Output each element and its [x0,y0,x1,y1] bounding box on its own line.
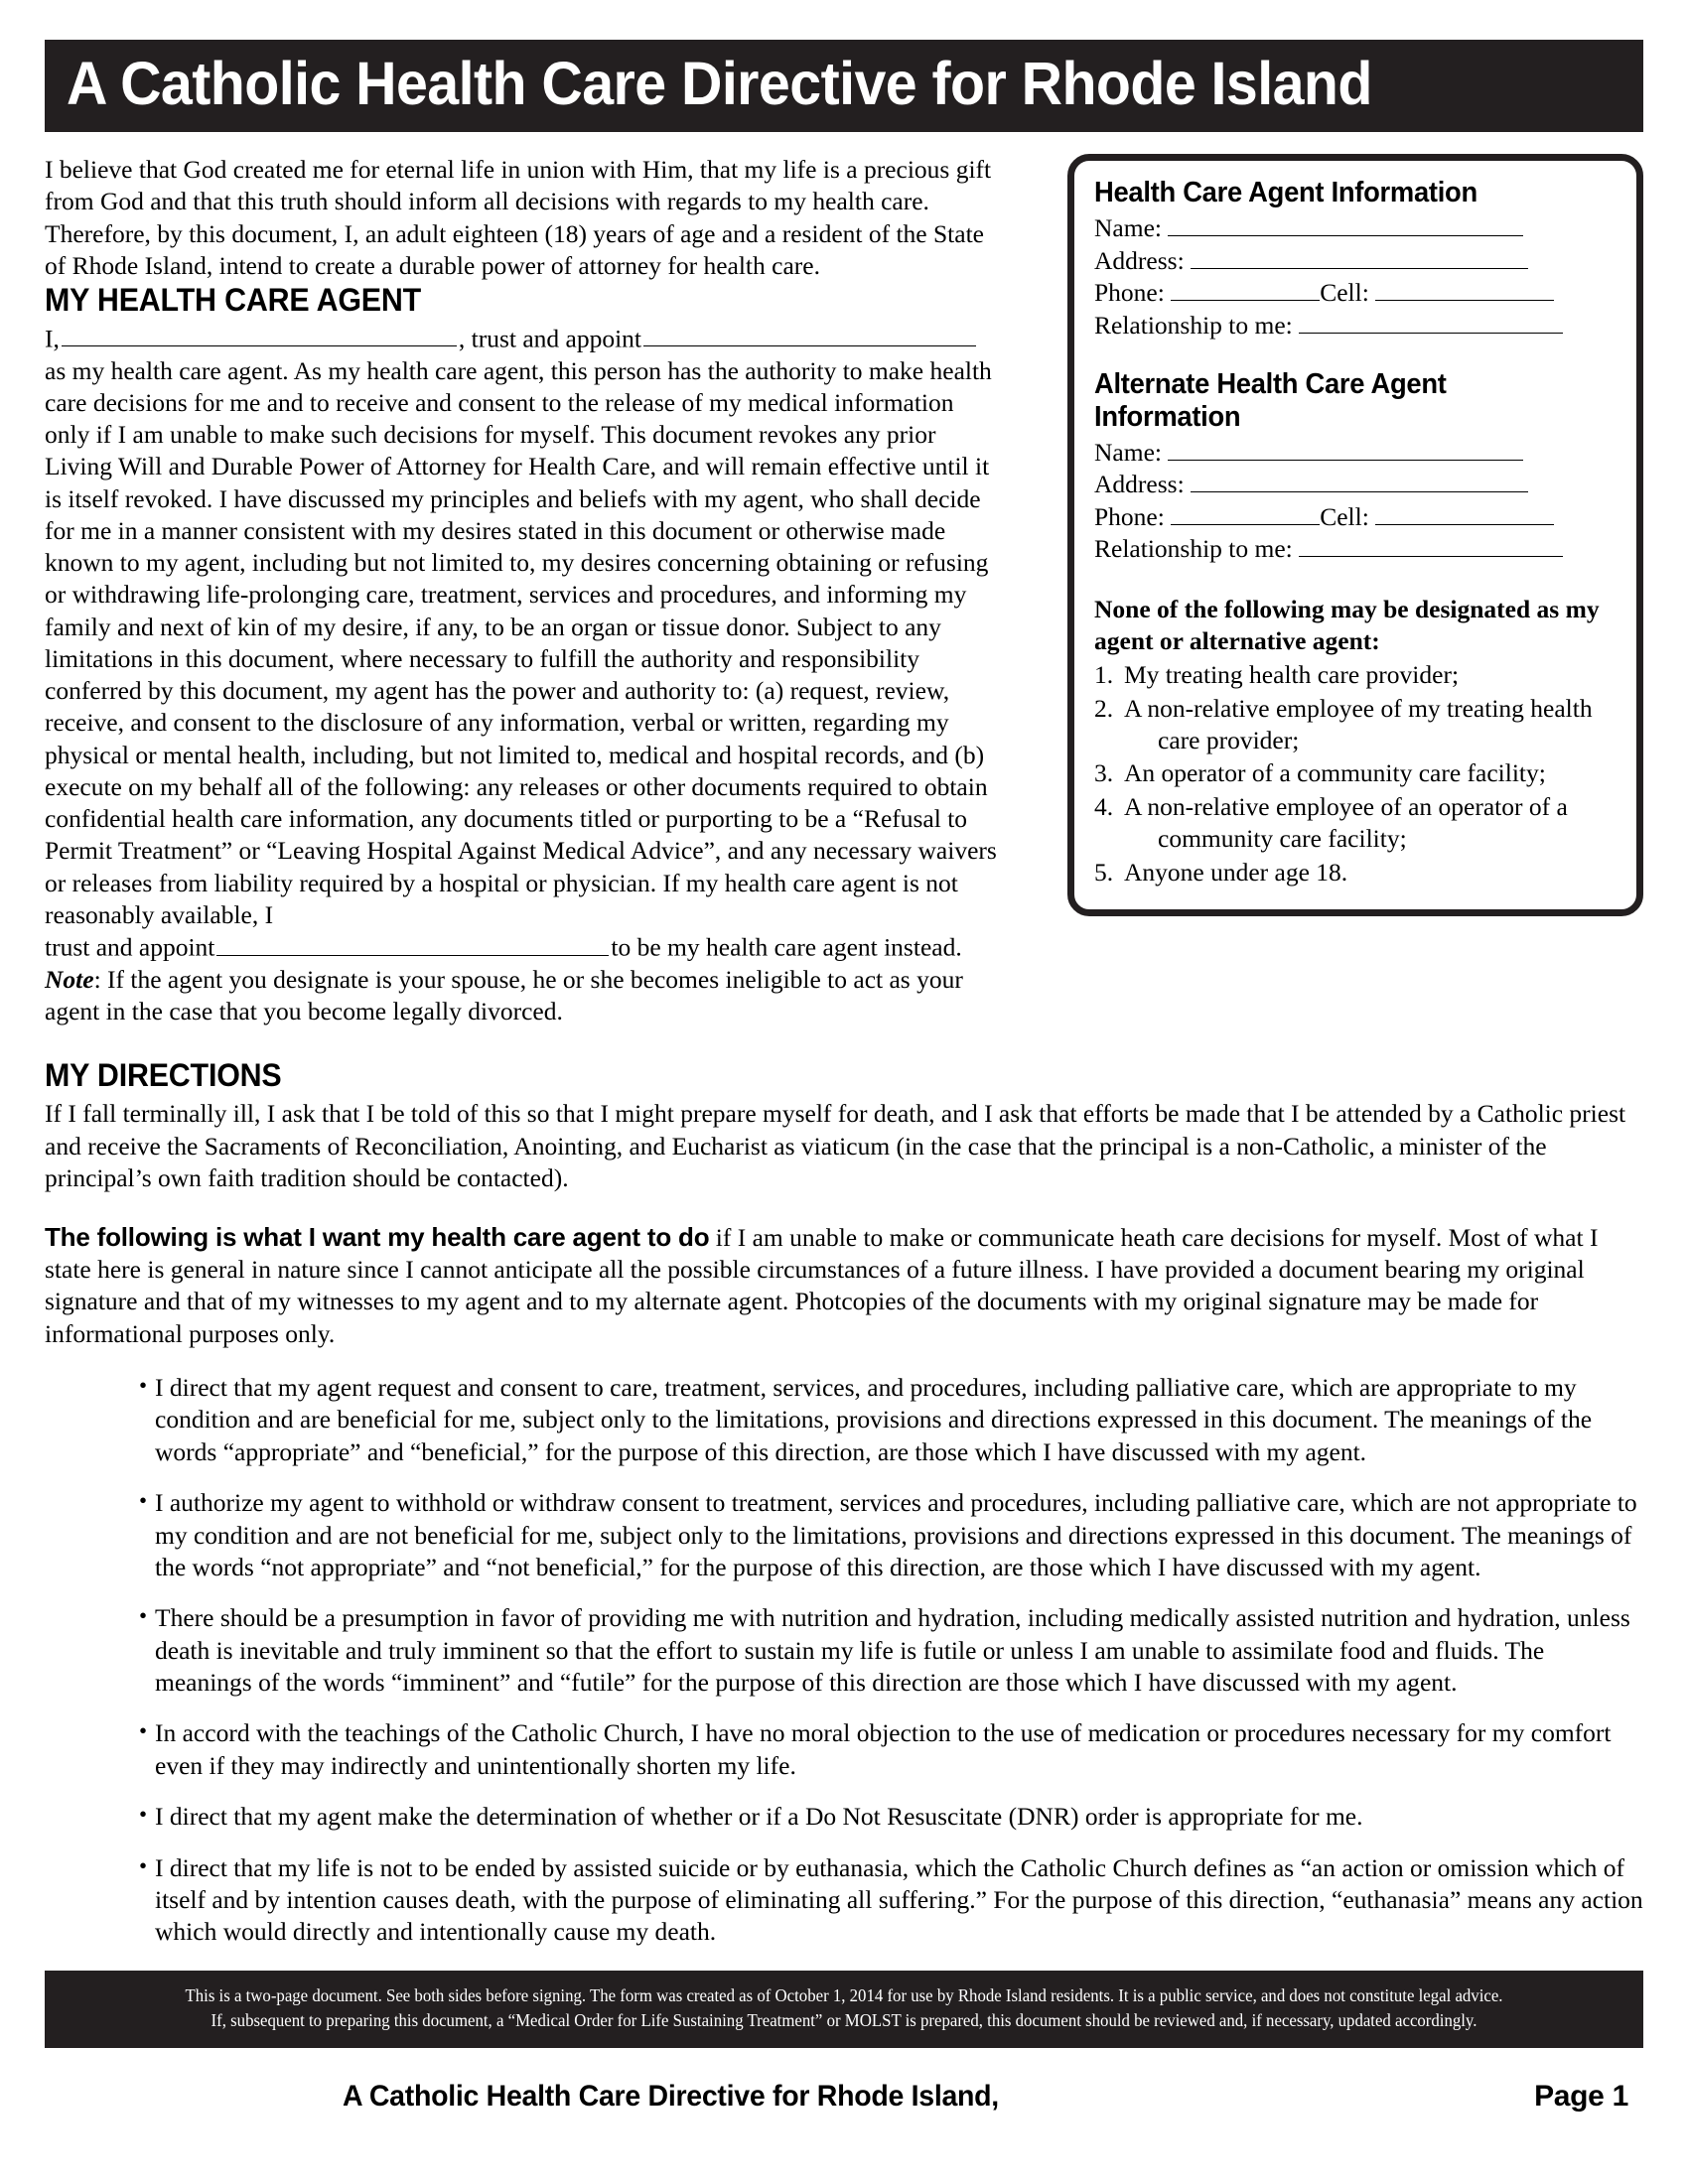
address-label: Address: [1094,245,1185,275]
alternate-appointment-line [45,931,998,964]
list-item-text: Anyone under age 18. [1124,857,1348,887]
primary-relationship-field-row [1094,310,1617,342]
agent-name-blank[interactable] [62,323,457,346]
alt-cell-label: Cell: [1320,501,1369,531]
excluded-agents-heading: None of the following may be designated as my agent or alternative agent: [1094,595,1600,656]
primary-address-input[interactable] [1191,245,1528,269]
list-item-line2: care provider; [1158,726,1300,754]
alt-relationship-label: Relationship to me: [1094,534,1293,564]
directions-lead-continuation: if I am unable to make or communicate heath care decisions for myself. Most of what I state here is general in nature since I cannot anticipate all the possible circumstances of a future illness. I have provided a document bearing my original signature and that of my witnesses to my agent and to my alternate agent. Photcopies of the documents with my original signature may be made for informational purposes only. [45,1222,1599,1348]
page-sheet [45,40,1643,2048]
agent-information-box [1067,154,1643,916]
list-item: • In accord with the teachings of the Catholic Church, I have no moral objection to the use of medication or procedures necessary for my comfort even if they may indirectly and unintentionally shorten my life. [139,1717,1643,1782]
page-footer [45,2080,1643,2114]
footer-title: A Catholic Health Care Directive for Rhode Island, [343,2080,999,2113]
directions-bold-lead: The following is what I want my health care agent to do [45,1221,710,1252]
list-item-line2: community care facility; [1158,824,1407,854]
agent-appointment-line [45,323,998,355]
directions-bullet-list [45,1372,1643,1949]
primary-cell-input[interactable] [1375,277,1554,301]
disclaimer-banner [45,1971,1643,2048]
alternate-name-input[interactable] [1168,437,1523,461]
my-directions-section [45,1057,1643,1948]
alt-prefix: trust and appoint [45,932,215,962]
alt-address-label: Address: [1094,470,1185,499]
list-item [1094,659,1617,691]
list-item-number: 5. [1094,857,1114,887]
health-care-agent-info-heading: Health Care Agent Information [1094,177,1477,208]
appoint-prefix: I, [45,324,60,353]
alt-suffix: to be my health care agent instead. [611,932,962,962]
disclaimer-line-1: This is a two-page document. See both sides before signing. The form was created as of October 1, 2014 for use by Rhode Island residents. It is a public service, and does not constitute legal advice. [185,1984,1503,2005]
list-item: • I direct that my agent request and consent to care, treatment, services, and procedures, including palliative care, which are appropriate to my condition and are beneficial for me, subject only to the limitations, provisions and directions expressed in this document. The meanings of the words “appropriate” and “beneficial,” for the purpose of this direction, are those which I have discussed with my agent. [139,1372,1643,1468]
title-banner [45,40,1643,132]
list-item [1094,757,1617,789]
alternate-agent-info-heading: Alternate Health Care Agent Information [1094,367,1447,433]
alternate-name-field-row [1094,437,1617,470]
list-item [1094,693,1617,757]
list-item-text: My treating health care provider; [1124,660,1460,690]
alternate-agent-blank[interactable] [216,931,609,955]
list-item-text [1124,791,1617,856]
directions-intro-paragraph: If I fall terminally ill, I ask that I be told of this so that I might prepare myself for death, and I ask that efforts be made that I be attended by a Catholic priest and receive the Sacraments of Reconciliation, Anointing, and Eucharist as viaticum (in the case that the principal is a non-Catholic, a minister of the principal’s own faith tradition should be contacted). [45,1099,1626,1193]
list-item: • I direct that my agent make the determination of whether or if a Do Not Resuscitate (DNR) order is appropriate for me. [139,1801,1643,1833]
primary-phone-input[interactable] [1171,277,1320,301]
primary-address-field-row [1094,245,1617,278]
upper-columns [45,154,1643,1027]
alt-name-label: Name: [1094,437,1162,467]
primary-name-input[interactable] [1168,212,1523,236]
list-item: • There should be a presumption in favor of providing me with nutrition and hydration, including medically assisted nutrition and hydration, unless death is inevitable and truly imminent so that the effort to sustain my life is futile or unless I am unable to assimilate food and fluids. The meanings of the words “imminent” and “futile” for the purpose of this direction are those which I have discussed with my agent. [139,1602,1643,1699]
left-column [45,154,998,1027]
name-label: Name: [1094,213,1162,242]
list-item: • I direct that my life is not to be ended by assisted suicide or by euthanasia, which the Catholic Church defines as “an action or omission which of itself and by intention causes death, with the purpose of eliminating all suffering.” For the purpose of this direction, “euthanasia” means any action which would directly and intentionally cause my death. [139,1852,1643,1949]
list-item [1094,791,1617,856]
disclaimer-line-2: If, subsequent to preparing this document, a “Medical Order for Life Sustaining Treatment” or MOLST is prepared, this document should be reviewed and, if necessary, updated accordingly. [211,2009,1477,2030]
right-column [1067,154,1643,916]
note-text: : If the agent you designate is your spouse, he or she becomes ineligible to act as your agent in the case that you become legally divorced. [45,964,963,1026]
list-item-text: An operator of a community care facility; [1124,758,1546,788]
list-item-number: 1. [1094,660,1114,690]
excluded-agents-list [1094,659,1617,888]
list-item: • I authorize my agent to withhold or withdraw consent to treatment, services and procedures, including palliative care, which are not appropriate to my condition and are not beneficial for me, subject only to the limitations, provisions and directions expressed in this document. The meanings of the words “not appropriate” and “not beneficial,” for the purpose of this direction, are those which I have discussed with my agent. [139,1487,1643,1583]
alternate-relationship-input[interactable] [1299,533,1563,557]
alternate-phone-input[interactable] [1171,501,1320,525]
list-item-number: 4. [1094,791,1114,821]
primary-relationship-input[interactable] [1299,310,1563,334]
list-item-line1: A non-relative employee of an operator of a [1124,791,1568,821]
relationship-label: Relationship to me: [1094,310,1293,340]
agent-note [45,964,998,1028]
my-directions-heading: MY DIRECTIONS [45,1057,282,1094]
cell-label: Cell: [1320,278,1369,308]
footer-page-number: Page 1 [1534,2080,1628,2113]
directions-lead-paragraph [45,1221,1643,1351]
list-item-number: 3. [1094,758,1114,788]
appoint-middle: , trust and appoint [458,324,642,353]
list-item-text [1124,693,1617,757]
intro-paragraph: I believe that God created me for eternal life in union with Him, that my life is a precious gift from God and that this truth should inform all decisions with regards to my health care. Therefore, by this document, I, an adult eighteen (18) years of age and a resident of the State of Rhode Island, intend to create a durable power of attorney for health care. [45,155,992,280]
list-item [1094,857,1617,888]
phone-label: Phone: [1094,278,1165,308]
agent-authority-paragraph: as my health care agent. As my health care agent, this person has the authority to make health care decisions for me and to receive and consent to the release of my medical information only if I am unable to make such decisions for myself. This document revokes any prior Living Will and Durable Power of Attorney for Health Care, and will remain effective until it is itself revoked. I have discussed my principles and beliefs with my agent, who shall decide for me in a manner consistent with my desires stated in this document or otherwise made known to my agent, including but not limited to, my desires concerning obtaining or refusing or withdrawing life-prolonging care, treatment, services and procedures, and informing my family and next of kin of my desire, if any, to be an organ or tissue donor. Subject to any limitations in this document, where necessary to fulfill the authority and responsibility conferred by this document, my agent has the power and authority to: (a) request, review, receive, and consent to the disclosure of any information, verbal or written, regarding my physical or mental health, including, but not limited to, medical and hospital records, and (b) execute on my behalf all of the following: any releases or other documents required to obtain confidential health care information, any documents titled or purporting to be a “Refusal to Permit Treatment” or “Leaving Hospital Against Medical Advice”, and any necessary waivers or releases from liability required by a hospital or physician. If my health care agent is not reasonably available, I [45,355,997,929]
agent-appoint-blank[interactable] [643,323,976,346]
primary-name-field-row [1094,212,1617,245]
alternate-address-field-row [1094,469,1617,501]
alternate-relationship-field-row [1094,533,1617,566]
alt-phone-label: Phone: [1094,501,1165,531]
alternate-cell-input[interactable] [1375,501,1554,525]
note-label: Note [45,964,94,994]
page-title: A Catholic Health Care Directive for Rhode Island [67,50,1372,117]
alternate-address-input[interactable] [1191,469,1528,492]
alternate-phone-field-row [1094,501,1617,534]
list-item-line1: A non-relative employee of my treating health [1124,693,1593,723]
primary-phone-field-row [1094,277,1617,310]
list-item-number: 2. [1094,693,1114,723]
my-health-care-agent-heading: MY HEALTH CARE AGENT [45,282,422,318]
